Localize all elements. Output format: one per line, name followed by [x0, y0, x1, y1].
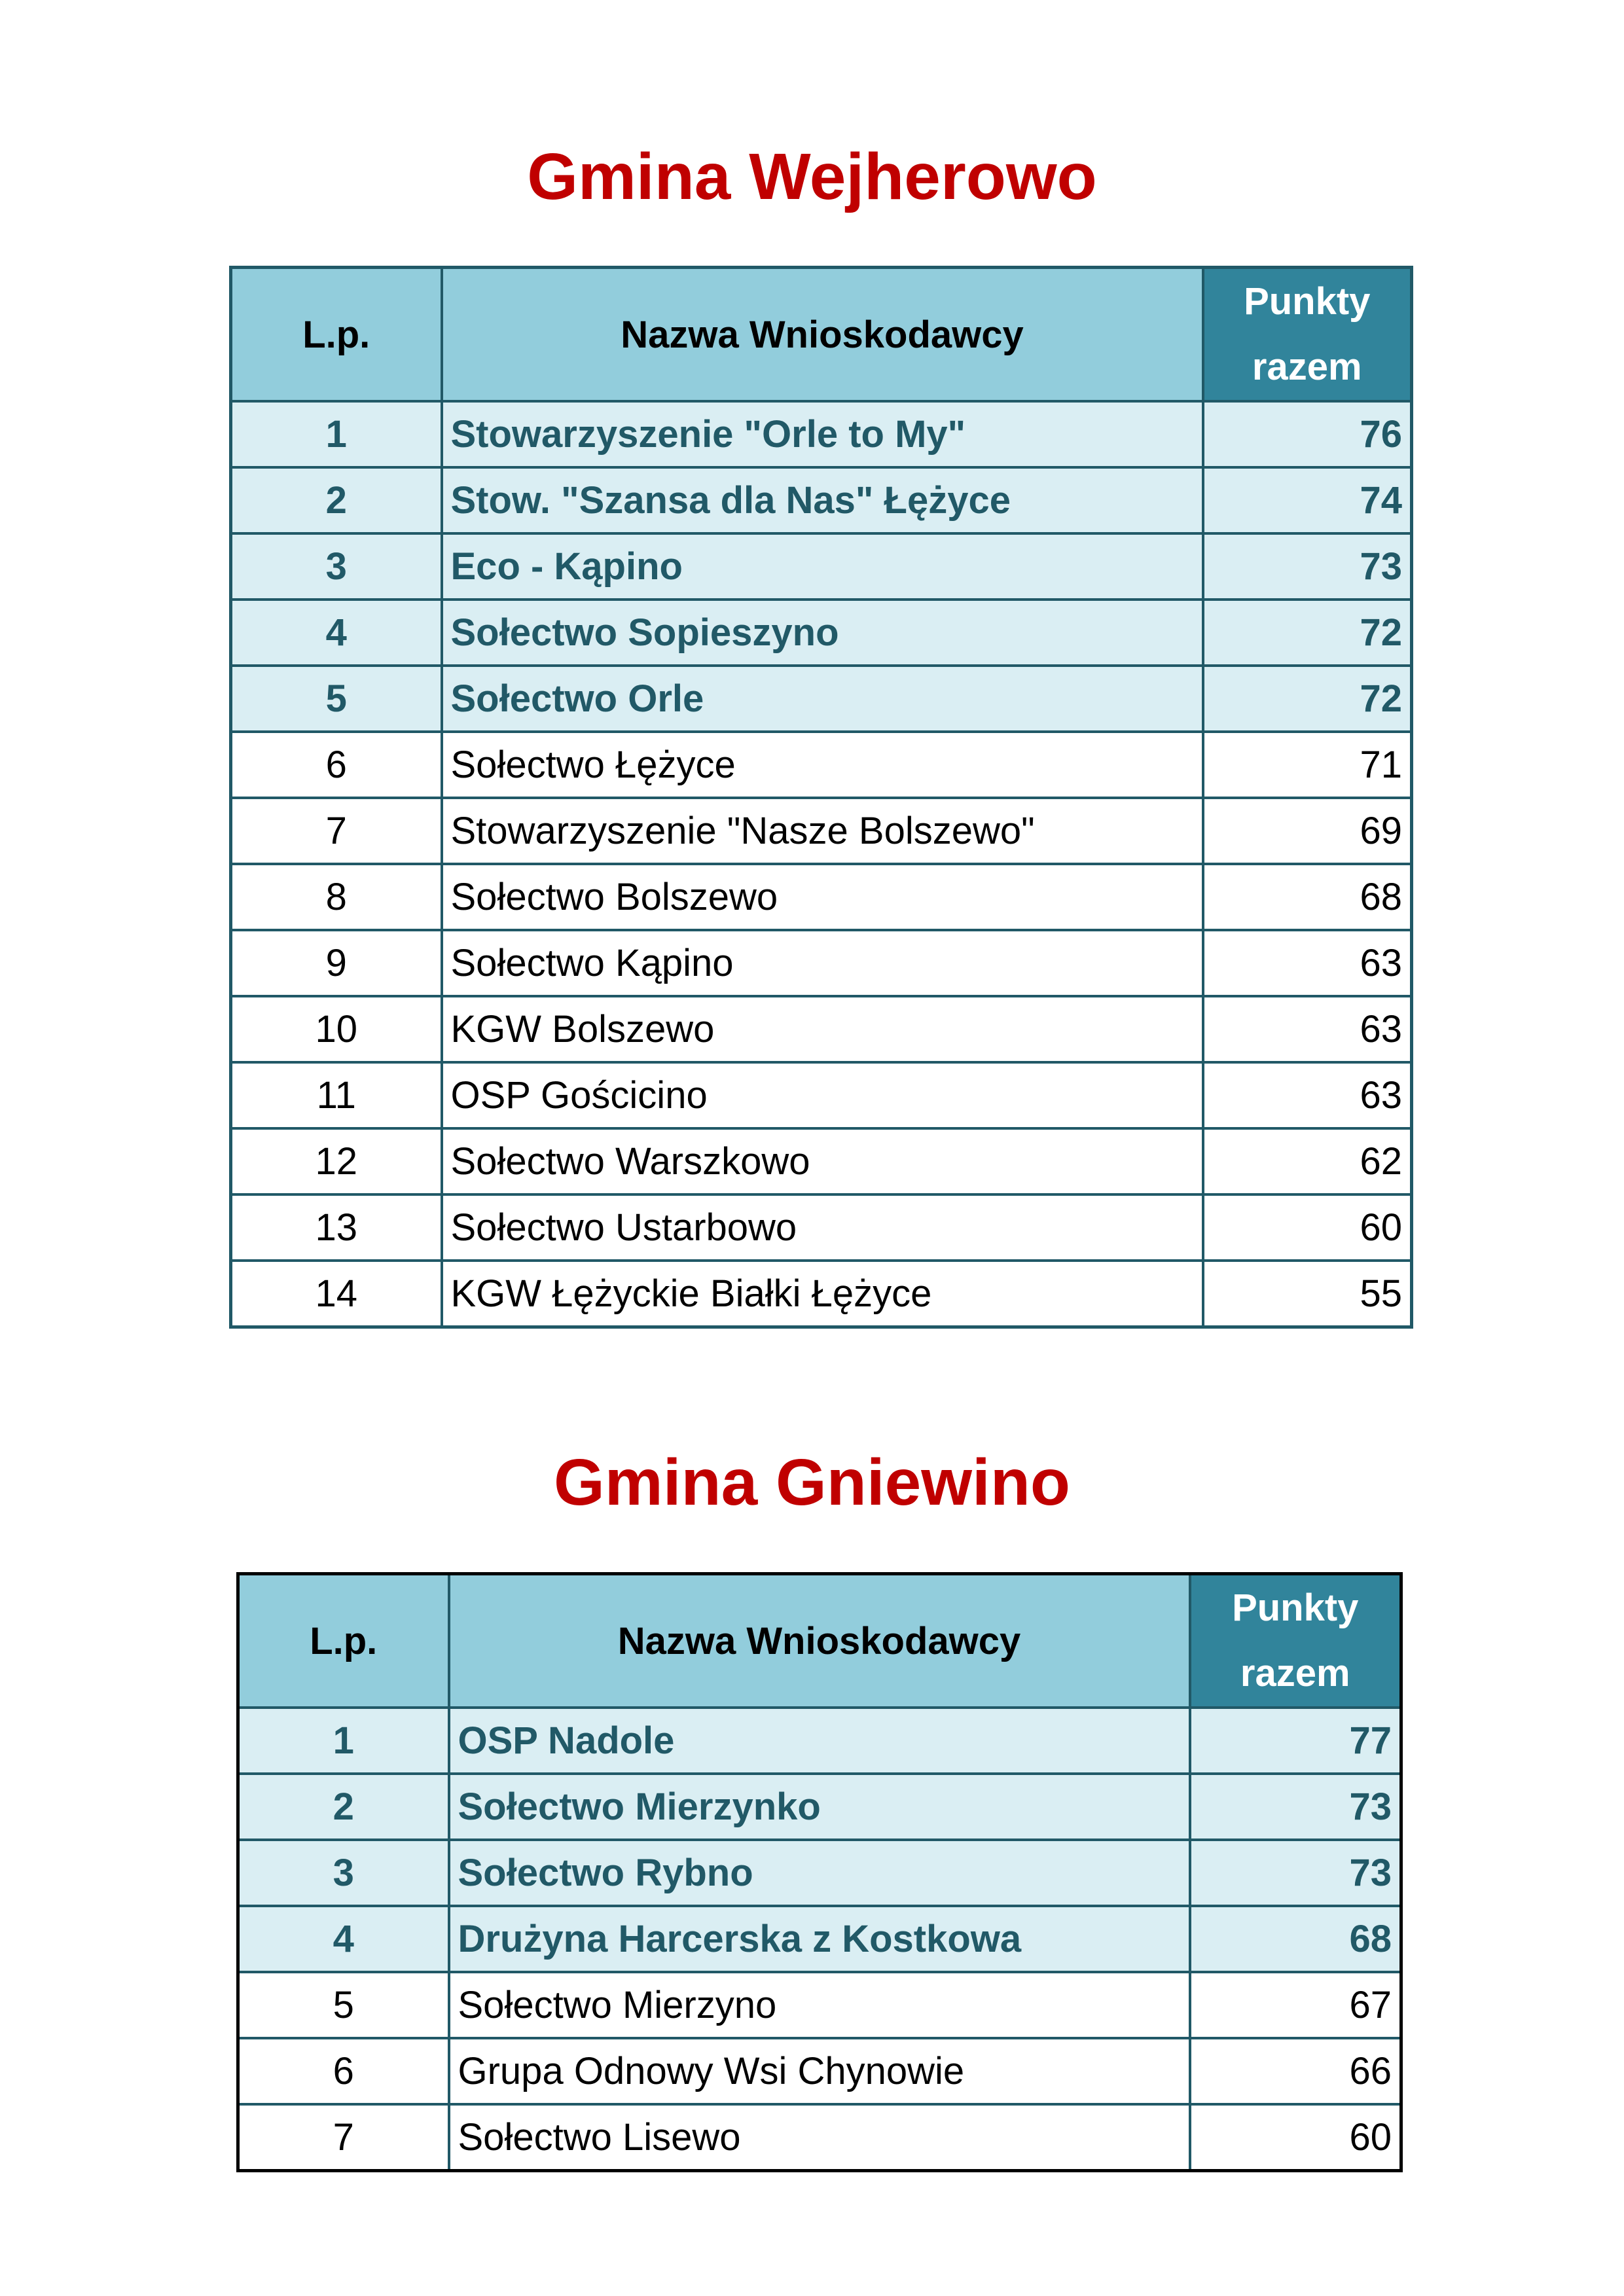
cell-name: Sołectwo Łężyce — [442, 732, 1203, 798]
results-table-gniewino — [236, 1572, 1403, 2172]
cell-lp: 7 — [231, 798, 442, 864]
cell-name: Stow. "Szansa dla Nas" Łężyce — [442, 467, 1203, 533]
table-row — [231, 996, 1412, 1062]
cell-name: Sołectwo Mierzyno — [449, 1972, 1190, 2038]
table-row — [231, 1194, 1412, 1261]
cell-points: 69 — [1203, 798, 1412, 864]
cell-name: Sołectwo Bolszewo — [442, 864, 1203, 930]
section-title-gniewino: Gmina Gniewino — [554, 1446, 1070, 1519]
cell-name: Sołectwo Rybno — [449, 1840, 1190, 1906]
cell-lp: 2 — [231, 467, 442, 533]
cell-lp: 3 — [238, 1840, 449, 1906]
header-lp: L.p. — [238, 1574, 449, 1708]
cell-name: Grupa Odnowy Wsi Chynowie — [449, 2038, 1190, 2104]
cell-points: 62 — [1203, 1128, 1412, 1194]
cell-points: 60 — [1203, 1194, 1412, 1261]
section-title-wejherowo: Gmina Wejherowo — [527, 140, 1097, 213]
cell-name: Sołectwo Mierzynko — [449, 1774, 1190, 1840]
cell-name: KGW Łężyckie Białki Łężyce — [442, 1261, 1203, 1327]
table-row — [238, 1906, 1401, 1972]
cell-name: Sołectwo Sopieszyno — [442, 600, 1203, 666]
cell-points: 66 — [1190, 2038, 1401, 2104]
cell-name: OSP Nadole — [449, 1708, 1190, 1774]
cell-name: OSP Gościcino — [442, 1062, 1203, 1128]
cell-name: Stowarzyszenie "Nasze Bolszewo" — [442, 798, 1203, 864]
cell-name: Eco - Kąpino — [442, 533, 1203, 600]
table-row — [231, 1062, 1412, 1128]
cell-lp: 4 — [231, 600, 442, 666]
cell-name: Sołectwo Orle — [442, 666, 1203, 732]
header-points-line2: razem — [1240, 1652, 1350, 1695]
cell-lp: 11 — [231, 1062, 442, 1128]
header-points — [1203, 268, 1412, 402]
header-points — [1190, 1574, 1401, 1708]
table-row — [238, 1972, 1401, 2038]
cell-points: 76 — [1203, 401, 1412, 467]
cell-lp: 6 — [231, 732, 442, 798]
table-row — [231, 1128, 1412, 1194]
cell-points: 71 — [1203, 732, 1412, 798]
cell-points: 67 — [1190, 1972, 1401, 2038]
table-row — [238, 1708, 1401, 1774]
header-points-line2: razem — [1252, 346, 1362, 388]
table-row — [231, 732, 1412, 798]
cell-lp: 3 — [231, 533, 442, 600]
cell-lp: 5 — [238, 1972, 449, 2038]
results-table-wejherowo — [229, 266, 1413, 1329]
table-row — [238, 1774, 1401, 1840]
cell-points: 74 — [1203, 467, 1412, 533]
cell-name: Sołectwo Warszkowo — [442, 1128, 1203, 1194]
cell-lp: 13 — [231, 1194, 442, 1261]
cell-points: 55 — [1203, 1261, 1412, 1327]
cell-name: KGW Bolszewo — [442, 996, 1203, 1062]
cell-lp: 7 — [238, 2104, 449, 2170]
cell-name: Sołectwo Ustarbowo — [442, 1194, 1203, 1261]
cell-lp: 9 — [231, 930, 442, 996]
table-row — [238, 2104, 1401, 2170]
header-name: Nazwa Wnioskodawcy — [442, 268, 1203, 402]
cell-lp: 6 — [238, 2038, 449, 2104]
table-header-row — [231, 268, 1412, 402]
cell-points: 72 — [1203, 666, 1412, 732]
cell-name: Sołectwo Kąpino — [442, 930, 1203, 996]
cell-points: 63 — [1203, 1062, 1412, 1128]
table-row — [238, 2038, 1401, 2104]
cell-name: Sołectwo Lisewo — [449, 2104, 1190, 2170]
table-header-row — [238, 1574, 1401, 1708]
header-points-line1: Punkty — [1232, 1587, 1359, 1629]
cell-lp: 1 — [238, 1708, 449, 1774]
cell-lp: 1 — [231, 401, 442, 467]
header-lp: L.p. — [231, 268, 442, 402]
cell-lp: 5 — [231, 666, 442, 732]
cell-lp: 10 — [231, 996, 442, 1062]
table-row — [231, 533, 1412, 600]
table-row — [238, 1840, 1401, 1906]
cell-points: 73 — [1190, 1840, 1401, 1906]
cell-points: 73 — [1203, 533, 1412, 600]
cell-lp: 8 — [231, 864, 442, 930]
cell-points: 77 — [1190, 1708, 1401, 1774]
table-row — [231, 467, 1412, 533]
cell-lp: 4 — [238, 1906, 449, 1972]
table-row — [231, 864, 1412, 930]
cell-points: 68 — [1203, 864, 1412, 930]
table-row — [231, 930, 1412, 996]
cell-points: 63 — [1203, 996, 1412, 1062]
header-points-line1: Punkty — [1244, 280, 1371, 323]
cell-lp: 2 — [238, 1774, 449, 1840]
table-row — [231, 600, 1412, 666]
cell-points: 73 — [1190, 1774, 1401, 1840]
cell-lp: 12 — [231, 1128, 442, 1194]
cell-points: 63 — [1203, 930, 1412, 996]
table-row — [231, 1261, 1412, 1327]
table-row — [231, 666, 1412, 732]
cell-points: 60 — [1190, 2104, 1401, 2170]
cell-name: Stowarzyszenie "Orle to My" — [442, 401, 1203, 467]
table-row — [231, 798, 1412, 864]
cell-name: Drużyna Harcerska z Kostkowa — [449, 1906, 1190, 1972]
table-row — [231, 401, 1412, 467]
header-name: Nazwa Wnioskodawcy — [449, 1574, 1190, 1708]
cell-lp: 14 — [231, 1261, 442, 1327]
cell-points: 72 — [1203, 600, 1412, 666]
cell-points: 68 — [1190, 1906, 1401, 1972]
